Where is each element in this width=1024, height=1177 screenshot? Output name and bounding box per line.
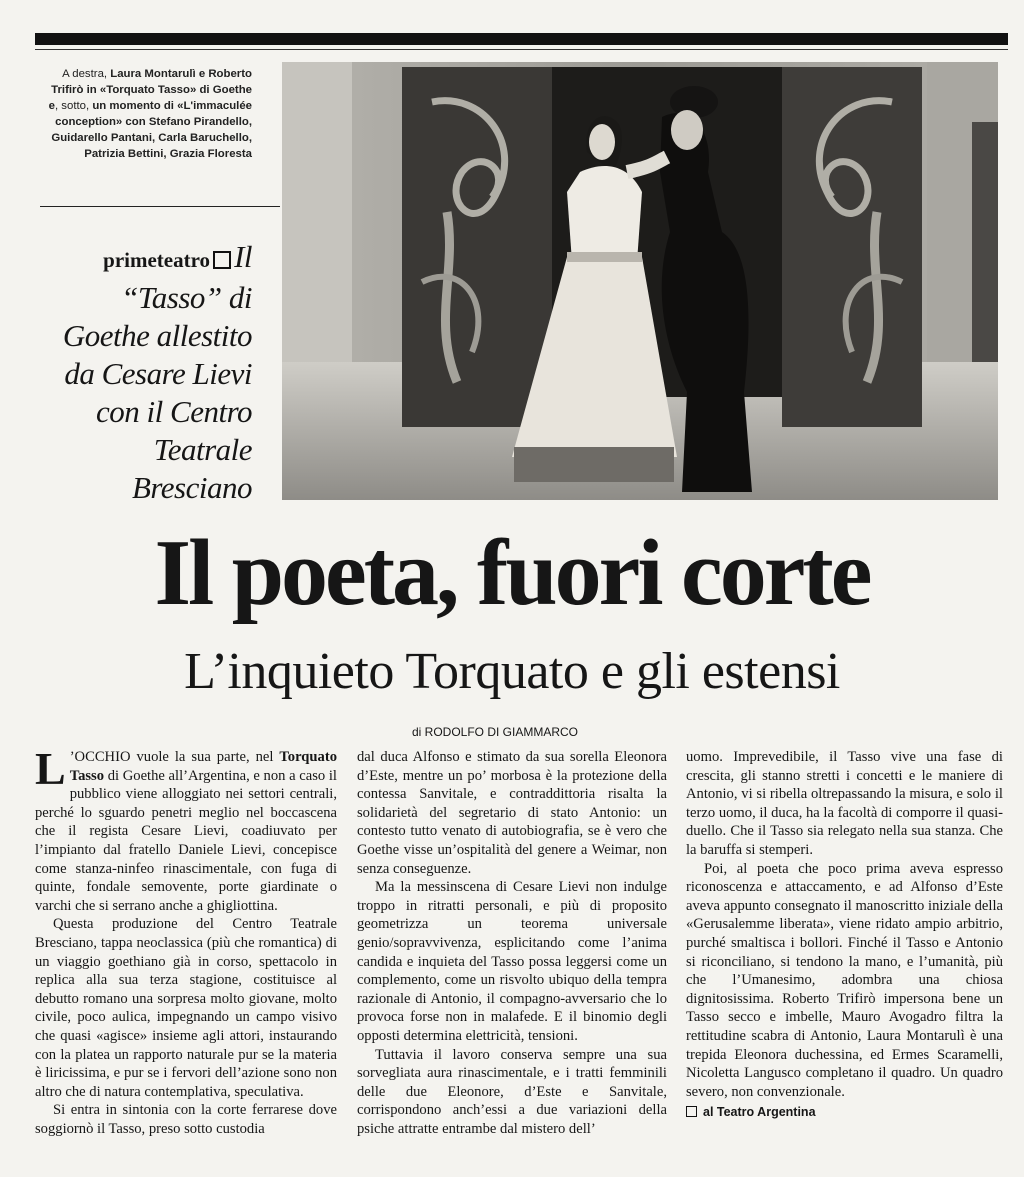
paragraph: dal duca Alfonso e stimato da sua sorella Eleonora d’Este, mentre un po’ morbosa è la protezione della contessa Sanvitale, e contraddittoria risalta la solidarietà del segretario di stato Antonio: un contesto tutto venato di autobiografia, se è vero che Goethe visse un’ospitalità del genere a Weimar, non senza conseguenze. [357, 749, 667, 877]
venue-text: al Teatro Argentina [703, 1105, 816, 1120]
article-column-1 [35, 743, 337, 1138]
stage-photo-image [282, 62, 998, 500]
stage-photo [282, 62, 998, 500]
caption-text: A destra, [62, 68, 111, 80]
paragraph: Tuttavia il lavoro conserva sempre una sua sorvegliata aura rinascimentale, e i tratti femminili delle due Eleonore, d’Este e Sanvitale, corrispondono anch’essi a due variazioni della psiche attratte entrambe dal mistero dell’ [357, 1046, 667, 1137]
venue-note [686, 1103, 1003, 1122]
paragraph: uomo. Imprevedibile, il Tasso vive una fase di crescita, gli stanno stretti i concetti e le maniere di Antonio, vi si ribella oltrepassando la misura, e solo il terzo uomo, il duca, ha la facoltà di comporre il quasi-duello. Che il Tasso sia relegato nella sua stanza. Che la baruffa si stemperi. [686, 749, 1003, 858]
square-icon [213, 251, 231, 269]
caption-bold: Laura Montarulì e Roberto Trifirò in «Torquato Tasso» di Goethe e [48, 68, 252, 112]
paragraph-text: di Goethe all’Argentina, e non a caso il pubblico viene alloggiato nei settori centrali, perché lo sguardo penetri meglio nel boccascena che il regista Cesare Lievi, coadiuvato per l’impianto dal fratello Daniele Lievi, concepisce come stanza-ninfeo rinascimentale, con fuga di quinte, fondale semovente, porte giardinate o varchi che si serrano anche a ghigliottina. [35, 767, 337, 914]
headline: Il poeta, fuori corte [154, 521, 870, 625]
paragraph [35, 743, 337, 915]
section-rubric: primeteatro [103, 248, 211, 272]
kicker-text: Il “Tasso” di Goethe allestito da Cesare Lievi con il Centro Teatrale Bresciano [62, 239, 252, 505]
paragraph-text: vuole la sua parte, nel [130, 749, 280, 765]
drop-cap: L [35, 743, 66, 794]
byline: di RODOLFO DI GIAMMARCO [412, 725, 579, 739]
article-column-2 [357, 748, 667, 1138]
masthead-rule [35, 33, 1008, 45]
caption-text: , sotto, [54, 100, 93, 112]
paragraph: Questa produzione del Centro Teatrale Bresciano, tappa neoclassica (più che romantica) di un viaggio goethiano già in corso, spettacolo in replica alla sua terza stagione, costituisce al debutto romano una sorpresa molto giovane, molto civile, poco aulica, impegnando un campo visivo che quasi «agisce» insieme agli attori, instaurando con la platea un rapporto naturale pur se la materia è liricissima, e pur se i fervori dell’azione sono non altro che di natura contemplativa, speculativa. [35, 916, 337, 1100]
paragraph: Poi, al poeta che poco prima aveva espresso riconoscenza e attaccamento, e ad Alfonso d’Este aveva appunto consegnato il manoscritto iniziale della «Gerusalemme liberata», viene ridato ampio arbitrio, purché smaltisca i bollori. Finché il Tasso e Antonio si riconciliano, si tendono la mano, e l’umanità, più che l’Umanesimo, adombra una chiosa dignitosissima. Roberto Trifirò impersona bene un Tasso secco e imbelle, Mauro Avogadro filtra la rettitudine scabra di Antonio, Laura Montarulì è una trepida Eleonora duchessina, ed Ermes Scaramelli, Nicoletta Langusco completano il quadro. Un quadro severo, non convenzionale. [686, 860, 1003, 1100]
paragraph: Si entra in sintonia con la corte ferrarese dove soggiornò il Tasso, preso sotto custodia [35, 1102, 337, 1137]
masthead-rule-thin [35, 49, 1008, 50]
play-title: Torquato Tasso [69, 749, 337, 784]
lead-in: ’OCCHIO [69, 749, 131, 765]
paragraph: Ma la messinscena di Cesare Lievi non indulge troppo in ritratti personali, e più di proposito geometrizza un teorema universale genio/sopravvivenza, esplicitando come l’anima candida e inquieta del Tasso possa leggersi come un complemento, come un risvolto ubiquo della tempra razionale di Antonio, il compagno-avversario che lo provoca forse non in malafede. E il binomio degli opposti determina elettricità, tensioni. [357, 879, 667, 1044]
article-column-3 [686, 748, 1003, 1122]
caption-bold: un momento di «L'immaculée conception» con Stefano Pirandello, Guidarello Pantani, Carla Baruchello, Patrizia Bettini, Grazia Floresta [51, 100, 252, 160]
subheadline: L’inquieto Torquato e gli estensi [184, 643, 840, 700]
photo-caption [40, 66, 252, 162]
caption-divider [40, 206, 280, 207]
square-icon [686, 1106, 697, 1117]
kicker [52, 238, 252, 507]
